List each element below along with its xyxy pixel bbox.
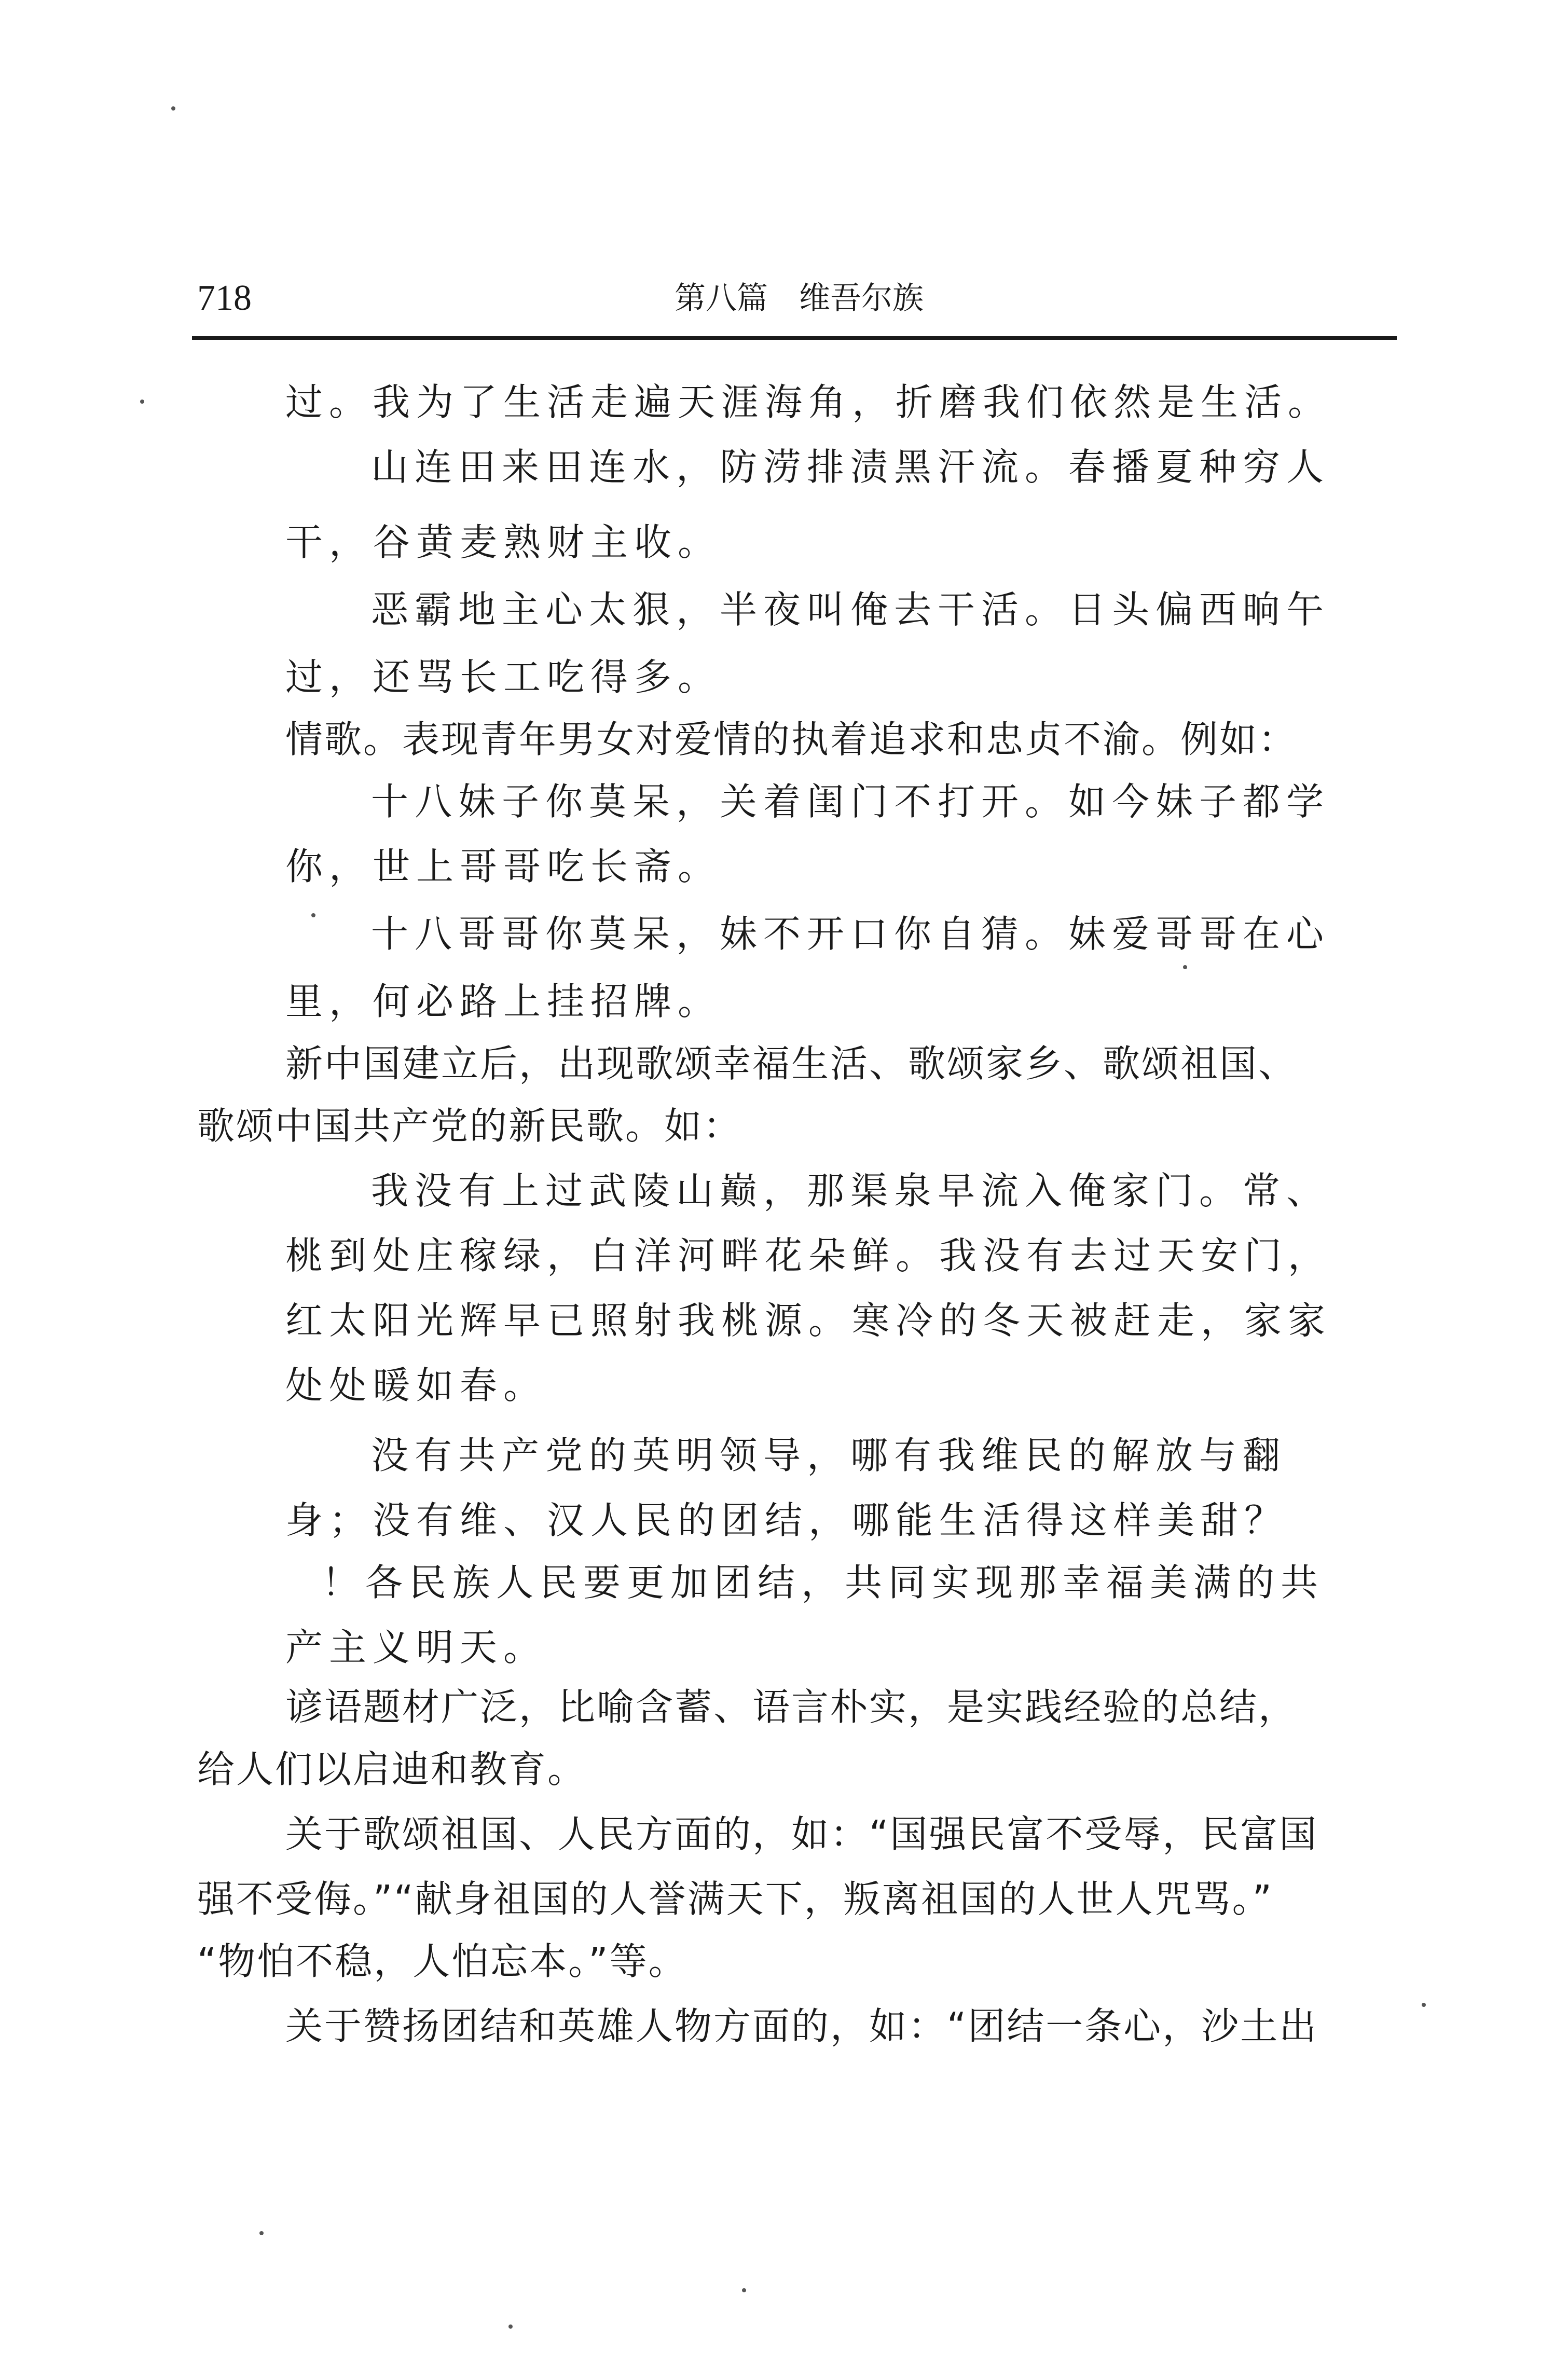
- text-line: ！各民族人民要更加团结，共同实现那幸福美满的共: [322, 1561, 1325, 1604]
- page-header: [197, 267, 1391, 329]
- text-line: 歌颂中国共产党的新民歌。如：: [197, 1104, 742, 1148]
- text-line: 强不受侮。”“献身祖国的人誉满天下，叛离祖国的人世人咒骂。”: [197, 1877, 1273, 1921]
- text-line: “物怕不稳，人怕忘本。”等。: [197, 1939, 687, 1983]
- running-title: 第八篇 维吾尔族: [675, 280, 924, 317]
- scan-speck: [1422, 2003, 1426, 2007]
- scan-speck: [259, 2231, 264, 2235]
- text-line: 没有共产党的英明领导，哪有我维民的解放与翻: [371, 1434, 1287, 1477]
- text-line: 处处暖如春。: [285, 1364, 547, 1407]
- page-number: 718: [197, 278, 252, 318]
- text-line: 你，世上哥哥吃长斋。: [285, 845, 722, 888]
- text-line: 给人们以启迪和教育。: [197, 1748, 587, 1791]
- text-line: 红太阳光辉早已照射我桃源。寒冷的冬天被赶走，家家: [285, 1299, 1332, 1342]
- scan-speck: [140, 400, 144, 404]
- text-line: 里，何必路上挂招牌。: [285, 980, 722, 1023]
- scan-speck: [1183, 965, 1187, 969]
- text-line: 过，还骂长工吃得多。: [285, 655, 722, 699]
- header-rule: [192, 336, 1397, 340]
- text-line: 我没有上过武陵山巅，那渠泉早流入俺家门。常、: [371, 1169, 1330, 1213]
- text-line: 关于赞扬团结和英雄人物方面的，如：“团结一条心，沙土出: [285, 2004, 1318, 2048]
- scan-speck: [508, 2324, 513, 2329]
- text-line: 恶霸地主心太狠，半夜叫俺去干活。日头偏西晌午: [371, 588, 1330, 631]
- text-line: 身；没有维、汉人民的团结，哪能生活得这样美甜？: [285, 1498, 1288, 1542]
- scan-speck: [171, 106, 175, 111]
- text-line: 桃到处庄稼绿，白洋河畔花朵鲜。我没有去过天安门，: [285, 1234, 1332, 1277]
- text-line: 山连田来田连水，防涝排渍黑汗流。春播夏种穷人: [371, 445, 1330, 489]
- text-line: 情歌。表现青年男女对爱情的执着追求和忠贞不渝。例如：: [285, 718, 1298, 761]
- text-line: 干，谷黄麦熟财主收。: [285, 520, 722, 564]
- text-line: 过。我为了生活走遍天涯海角，折磨我们依然是生活。: [285, 380, 1332, 424]
- text-line: 新中国建立后，出现歌颂幸福生活、歌颂家乡、歌颂祖国、: [285, 1042, 1298, 1085]
- text-line: 十八妹子你莫呆，关着闺门不打开。如今妹子都学: [371, 780, 1330, 823]
- text-line: 产主义明天。: [285, 1626, 547, 1669]
- text-line: 谚语题材广泛，比喻含蓄、语言朴实，是实践经验的总结，: [285, 1685, 1298, 1729]
- text-line: 关于歌颂祖国、人民方面的，如：“国强民富不受辱，民富国: [285, 1812, 1318, 1856]
- text-line: 十八哥哥你莫呆，妹不开口你自猜。妹爱哥哥在心: [371, 912, 1330, 956]
- scan-speck: [742, 2288, 746, 2292]
- scan-speck: [311, 913, 315, 917]
